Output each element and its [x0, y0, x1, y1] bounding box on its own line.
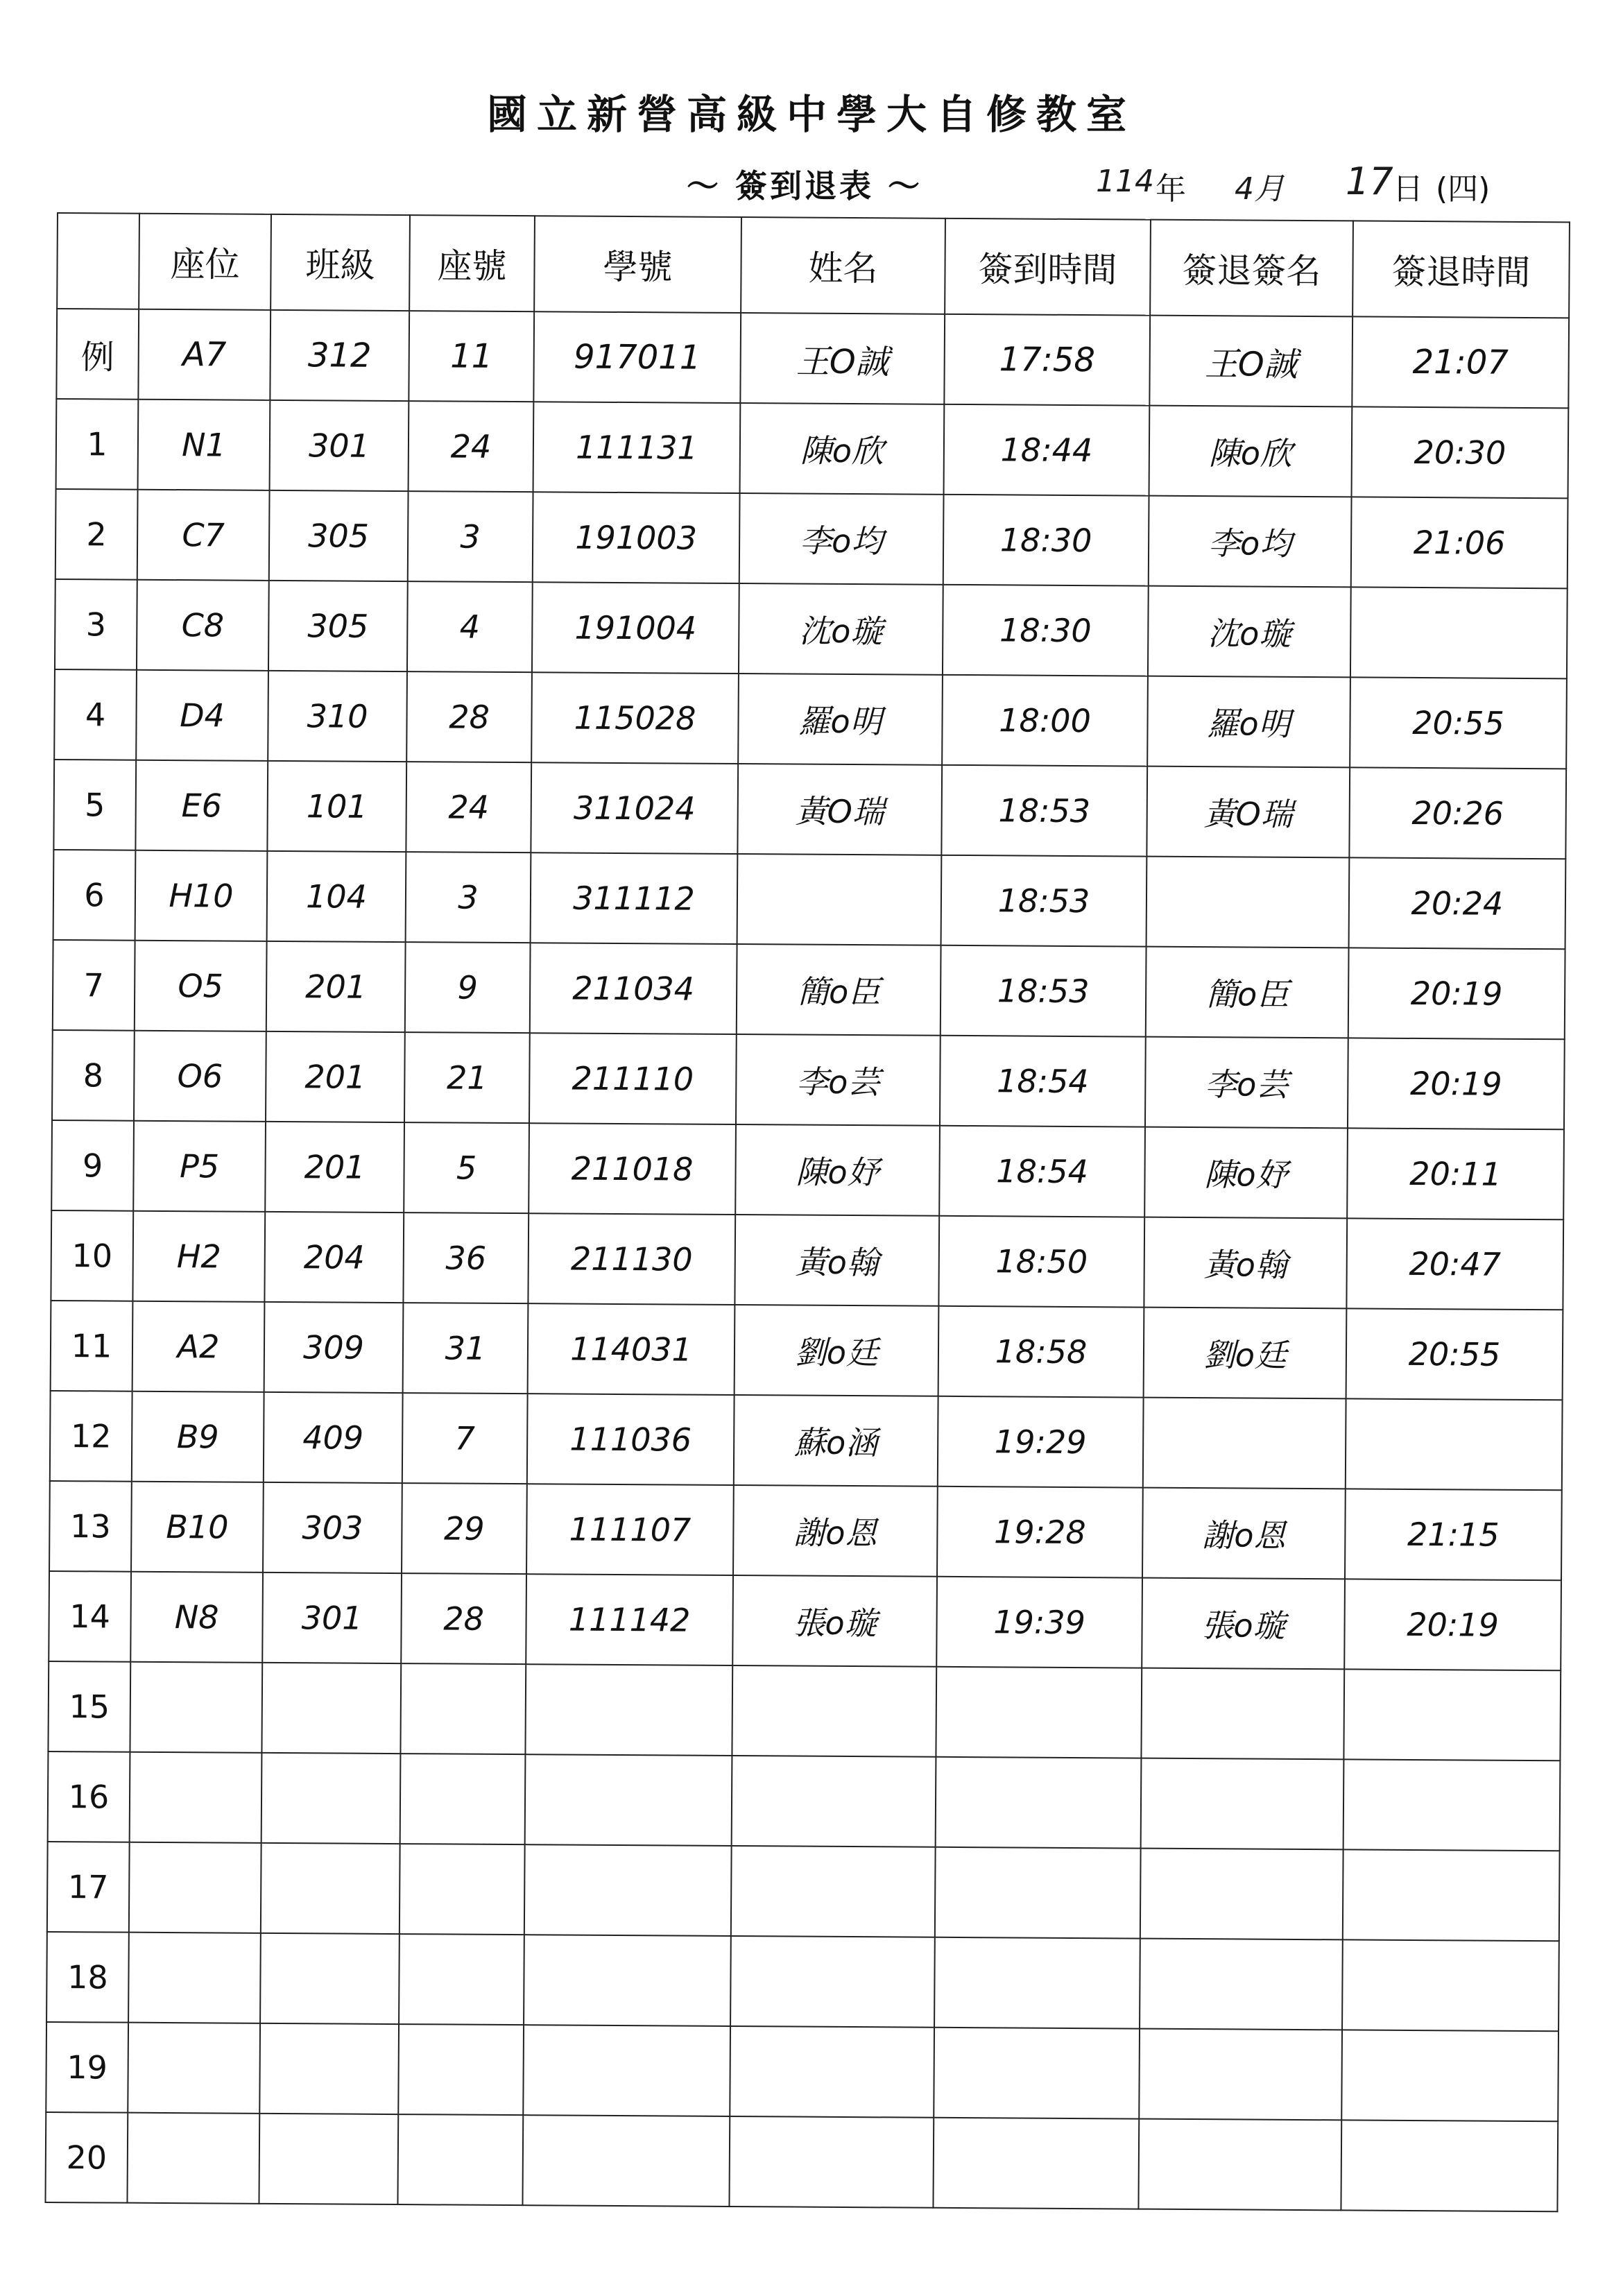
class-cell: 104 — [267, 851, 406, 942]
class-cell: 312 — [270, 310, 409, 401]
class-cell: 303 — [263, 1482, 402, 1573]
sign-out-signature-cell — [1143, 1398, 1346, 1489]
seat-cell — [128, 2023, 260, 2114]
header-row — [57, 213, 1570, 318]
name-cell — [729, 2116, 934, 2208]
table-row — [53, 940, 1565, 1039]
class-cell: 309 — [264, 1302, 404, 1393]
name-cell: 沈o璇 — [739, 583, 943, 675]
date-year: 114 — [1096, 164, 1154, 199]
sign-in-time-cell — [936, 1667, 1142, 1758]
sign-out-time-cell — [1343, 1669, 1561, 1760]
class-cell: 310 — [268, 671, 407, 762]
page-subtitle: ～ 簽到退表 ～ — [687, 167, 923, 205]
sign-out-time-cell: 21:06 — [1351, 497, 1568, 588]
table-body — [45, 309, 1569, 2211]
sign-out-signature-cell: 李o均 — [1149, 496, 1352, 588]
table-row — [51, 1120, 1564, 1219]
row-index-cell: 4 — [54, 669, 137, 760]
seat-number-cell: 24 — [406, 762, 531, 853]
class-cell — [261, 1843, 400, 1934]
seat-number-cell: 21 — [404, 1032, 530, 1123]
table-row — [51, 1301, 1563, 1400]
seat-cell: B9 — [132, 1391, 264, 1482]
seat-cell: N1 — [138, 400, 270, 490]
sign-out-time-cell — [1341, 2030, 1558, 2121]
name-cell: 陳o妤 — [735, 1124, 940, 1216]
header-seat: 座位 — [139, 214, 271, 310]
student-id-cell: 211130 — [528, 1213, 735, 1305]
table-row — [51, 1210, 1563, 1310]
seat-number-cell: 7 — [402, 1393, 528, 1484]
seat-number-cell: 11 — [409, 311, 534, 402]
name-cell: 蘇o涵 — [734, 1395, 938, 1487]
row-index-cell: 10 — [51, 1210, 133, 1301]
seat-cell — [130, 1662, 262, 1753]
header-index — [57, 213, 139, 309]
seat-number-cell: 31 — [403, 1303, 529, 1394]
sign-in-time-cell — [934, 2028, 1140, 2119]
table-row — [48, 1751, 1561, 1851]
sign-out-time-cell: 20:47 — [1346, 1218, 1563, 1310]
table-row — [49, 1571, 1561, 1670]
table-row — [49, 1481, 1562, 1580]
row-index-cell: 19 — [46, 2022, 128, 2113]
class-cell: 204 — [264, 1212, 404, 1303]
sign-out-time-cell: 20:11 — [1347, 1128, 1564, 1219]
sign-in-time-cell: 18:53 — [941, 945, 1147, 1037]
sign-in-time-cell: 19:28 — [937, 1487, 1143, 1578]
seat-cell: O5 — [135, 941, 267, 1031]
student-id-cell — [524, 1844, 732, 1936]
seat-number-cell — [400, 1844, 525, 1935]
student-id-cell — [523, 2025, 730, 2116]
name-cell: 張o璇 — [732, 1575, 937, 1667]
name-cell — [730, 2026, 934, 2118]
sign-out-signature-cell: 李o芸 — [1145, 1037, 1348, 1129]
student-id-cell — [525, 1664, 732, 1756]
name-cell: 羅o明 — [738, 674, 943, 765]
date-weekday: (四) — [1436, 171, 1491, 207]
table-row — [46, 1932, 1559, 2031]
seat-cell: P5 — [133, 1121, 266, 1212]
row-index-cell: 3 — [55, 579, 137, 670]
sign-out-time-cell — [1346, 1398, 1563, 1490]
header-sign-in-time: 簽到時間 — [945, 219, 1151, 316]
seat-number-cell: 3 — [408, 491, 533, 582]
seat-number-cell — [397, 2114, 523, 2205]
class-cell — [261, 1753, 401, 1844]
table-row — [52, 1030, 1565, 1129]
sign-in-time-cell: 18:30 — [943, 585, 1149, 676]
row-index-cell: 9 — [51, 1120, 134, 1211]
row-index-cell: 例 — [56, 309, 139, 400]
class-cell — [261, 1663, 401, 1754]
sign-out-signature-cell — [1141, 1758, 1344, 1850]
sign-out-signature-cell: 王O誠 — [1149, 316, 1352, 407]
student-id-cell: 111131 — [533, 402, 741, 493]
row-index-cell: 13 — [49, 1481, 132, 1572]
sign-out-time-cell: 20:24 — [1349, 857, 1566, 949]
student-id-cell — [524, 1935, 731, 2026]
sign-out-signature-cell: 陳o妤 — [1144, 1127, 1348, 1219]
table-row — [48, 1661, 1561, 1760]
seat-number-cell: 29 — [402, 1483, 527, 1574]
student-id-cell — [525, 1754, 732, 1846]
sign-out-signature-cell: 張o璇 — [1142, 1578, 1345, 1670]
seat-cell: N8 — [130, 1572, 263, 1663]
seat-number-cell — [399, 1934, 524, 2025]
name-cell — [730, 1936, 935, 2028]
student-id-cell: 191004 — [532, 582, 739, 674]
header-sign-out-time: 簽退時間 — [1352, 221, 1570, 318]
sign-out-signature-cell — [1138, 2119, 1341, 2211]
sign-out-time-cell — [1341, 2120, 1558, 2211]
table-row — [54, 669, 1567, 769]
row-index-cell: 12 — [50, 1391, 132, 1482]
table-row — [45, 2112, 1558, 2211]
sign-out-signature-cell — [1147, 857, 1350, 948]
sign-in-time-cell: 18:53 — [941, 855, 1147, 947]
sign-out-time-cell: 20:19 — [1348, 948, 1565, 1039]
header-class: 班級 — [270, 214, 410, 311]
name-cell — [737, 854, 942, 945]
seat-cell: A2 — [132, 1301, 265, 1392]
class-cell: 201 — [266, 941, 406, 1032]
sign-in-time-cell: 18:53 — [941, 765, 1147, 857]
seat-cell: A7 — [138, 309, 270, 400]
sign-in-table — [44, 212, 1570, 2212]
sign-out-signature-cell — [1140, 1939, 1343, 2030]
sign-in-time-cell — [935, 1847, 1141, 1939]
sign-out-signature-cell — [1141, 1668, 1344, 1760]
row-index-cell: 5 — [53, 760, 136, 850]
sign-out-signature-cell: 劉o廷 — [1144, 1308, 1347, 1399]
row-index-cell: 17 — [47, 1842, 130, 1933]
row-index-cell: 15 — [48, 1661, 130, 1752]
student-id-cell: 917011 — [533, 311, 741, 403]
sign-out-time-cell: 20:19 — [1348, 1038, 1565, 1129]
student-id-cell — [522, 2115, 730, 2207]
name-cell — [732, 1665, 936, 1757]
seat-cell: C7 — [137, 490, 270, 581]
sign-out-signature-cell: 羅o明 — [1147, 676, 1350, 768]
table-row — [46, 2022, 1558, 2121]
name-cell: 陳o欣 — [740, 403, 945, 495]
class-cell: 305 — [269, 490, 409, 581]
seat-number-cell: 3 — [406, 852, 531, 943]
sign-in-time-cell — [934, 1937, 1140, 2029]
sign-in-time-cell: 18:50 — [938, 1216, 1144, 1308]
page-title: 國立新營高級中學大自修教室 — [486, 91, 1136, 138]
name-cell: 黃O瑞 — [737, 764, 942, 855]
seat-cell: O6 — [134, 1031, 266, 1122]
seat-number-cell: 28 — [406, 671, 532, 762]
table-row — [56, 399, 1569, 498]
sign-out-time-cell: 20:55 — [1350, 677, 1567, 769]
row-index-cell: 11 — [51, 1301, 133, 1391]
date-month: 4月 — [1235, 171, 1285, 207]
row-index-cell: 2 — [55, 489, 138, 580]
sign-in-time-cell: 19:39 — [936, 1577, 1142, 1668]
row-index-cell: 20 — [45, 2112, 128, 2203]
seat-number-cell: 5 — [404, 1122, 529, 1213]
table-row — [53, 850, 1566, 949]
name-cell: 李o芸 — [736, 1034, 941, 1126]
student-id-cell: 211018 — [529, 1123, 736, 1215]
sign-out-signature-cell — [1139, 2029, 1342, 2121]
sign-out-time-cell: 21:07 — [1352, 316, 1569, 408]
class-cell — [260, 1933, 400, 2024]
seat-number-cell — [400, 1663, 526, 1754]
student-id-cell: 111142 — [526, 1574, 733, 1665]
name-cell: 簡o臣 — [737, 944, 941, 1036]
date-line — [1096, 160, 1568, 207]
header-seat-number: 座號 — [409, 215, 535, 311]
sign-in-time-cell: 18:44 — [944, 404, 1150, 496]
seat-cell: H2 — [132, 1211, 265, 1302]
table-row — [55, 489, 1568, 588]
sign-out-time-cell: 20:19 — [1344, 1579, 1561, 1670]
class-cell: 301 — [270, 400, 409, 491]
sign-out-signature-cell — [1140, 1849, 1343, 1940]
name-cell: 黃o翰 — [735, 1215, 939, 1306]
name-cell — [732, 1756, 936, 1847]
sign-in-time-cell — [936, 1757, 1142, 1849]
table-row — [47, 1842, 1560, 1941]
seat-cell — [127, 2113, 259, 2204]
name-cell — [731, 1846, 936, 1937]
header-student-id: 學號 — [534, 216, 741, 313]
student-id-cell: 111107 — [526, 1484, 734, 1575]
sign-out-signature-cell: 沈o璇 — [1148, 586, 1351, 678]
student-id-cell: 211034 — [530, 943, 737, 1034]
sign-out-signature-cell: 陳o欣 — [1149, 406, 1352, 497]
student-id-cell: 211110 — [529, 1033, 737, 1124]
sign-in-time-cell: 18:54 — [940, 1036, 1146, 1127]
table-row — [53, 760, 1566, 859]
sign-out-signature-cell: 謝o恩 — [1142, 1488, 1346, 1579]
sign-out-time-cell: 20:55 — [1346, 1308, 1563, 1400]
name-cell: 李o均 — [739, 493, 944, 585]
name-cell: 王O誠 — [740, 313, 945, 404]
student-id-cell: 311112 — [531, 853, 738, 944]
sign-out-time-cell: 20:26 — [1349, 767, 1566, 859]
seat-number-cell: 24 — [409, 401, 534, 492]
class-cell: 301 — [262, 1573, 402, 1663]
student-id-cell: 311024 — [531, 762, 738, 854]
seat-number-cell — [398, 2024, 524, 2115]
row-index-cell: 16 — [48, 1751, 130, 1842]
student-id-cell: 111036 — [527, 1394, 735, 1485]
sign-out-signature-cell: 簡o臣 — [1146, 947, 1349, 1038]
class-cell — [259, 2114, 398, 2204]
seat-cell: H10 — [135, 850, 268, 941]
student-id-cell: 114031 — [528, 1303, 735, 1395]
header-sign-out-signature: 簽退簽名 — [1150, 220, 1353, 317]
sign-out-signature-cell: 黃o翰 — [1144, 1217, 1347, 1309]
student-id-cell: 115028 — [531, 672, 739, 764]
row-index-cell: 1 — [56, 399, 139, 490]
sign-out-time-cell — [1343, 1759, 1561, 1851]
row-index-cell: 14 — [49, 1571, 131, 1662]
seat-cell: D4 — [136, 670, 268, 761]
table-row — [55, 579, 1568, 678]
class-cell: 201 — [266, 1031, 405, 1122]
example-row — [56, 309, 1569, 408]
student-id-cell: 191003 — [533, 492, 740, 583]
sign-in-time-cell: 17:58 — [944, 314, 1150, 406]
sign-out-time-cell: 20:30 — [1352, 406, 1569, 498]
date-day: 17 — [1346, 160, 1393, 203]
table-row — [50, 1391, 1563, 1490]
sign-in-time-cell: 19:29 — [938, 1396, 1144, 1488]
class-cell: 201 — [265, 1122, 404, 1213]
class-cell: 305 — [268, 581, 408, 671]
seat-number-cell: 9 — [405, 942, 531, 1033]
sign-out-time-cell — [1342, 1939, 1559, 2031]
class-cell — [259, 2023, 399, 2114]
name-cell: 謝o恩 — [733, 1485, 938, 1577]
name-cell: 劉o廷 — [735, 1305, 939, 1396]
class-cell: 101 — [267, 761, 406, 852]
seat-cell — [128, 1933, 261, 2023]
seat-number-cell: 4 — [407, 581, 533, 672]
sign-out-time-cell — [1350, 587, 1568, 678]
row-index-cell: 8 — [52, 1030, 135, 1121]
sign-out-time-cell — [1343, 1849, 1560, 1941]
sign-in-time-cell — [933, 2118, 1139, 2209]
date-year-unit: 年 — [1156, 171, 1186, 207]
sign-in-time-cell: 18:30 — [943, 495, 1149, 586]
seat-cell — [129, 1842, 261, 1933]
class-cell: 409 — [264, 1392, 403, 1483]
sign-in-time-cell: 18:58 — [938, 1306, 1144, 1398]
sign-in-time-cell: 18:00 — [942, 675, 1148, 766]
row-index-cell: 6 — [53, 850, 136, 941]
date-day-unit: 日 — [1393, 171, 1423, 207]
row-index-cell: 7 — [53, 940, 135, 1031]
seat-cell: E6 — [135, 760, 268, 851]
sign-in-time-cell: 18:54 — [939, 1126, 1145, 1217]
seat-number-cell — [400, 1754, 526, 1844]
header-name: 姓名 — [741, 217, 945, 314]
sign-out-signature-cell: 黃O瑞 — [1147, 766, 1350, 858]
seat-cell — [130, 1752, 262, 1843]
seat-number-cell: 36 — [403, 1213, 529, 1303]
seat-number-cell: 28 — [401, 1573, 526, 1664]
seat-cell: C8 — [137, 580, 269, 671]
sign-out-time-cell: 21:15 — [1345, 1489, 1562, 1580]
row-index-cell: 18 — [46, 1932, 129, 2023]
seat-cell: B10 — [131, 1482, 264, 1573]
